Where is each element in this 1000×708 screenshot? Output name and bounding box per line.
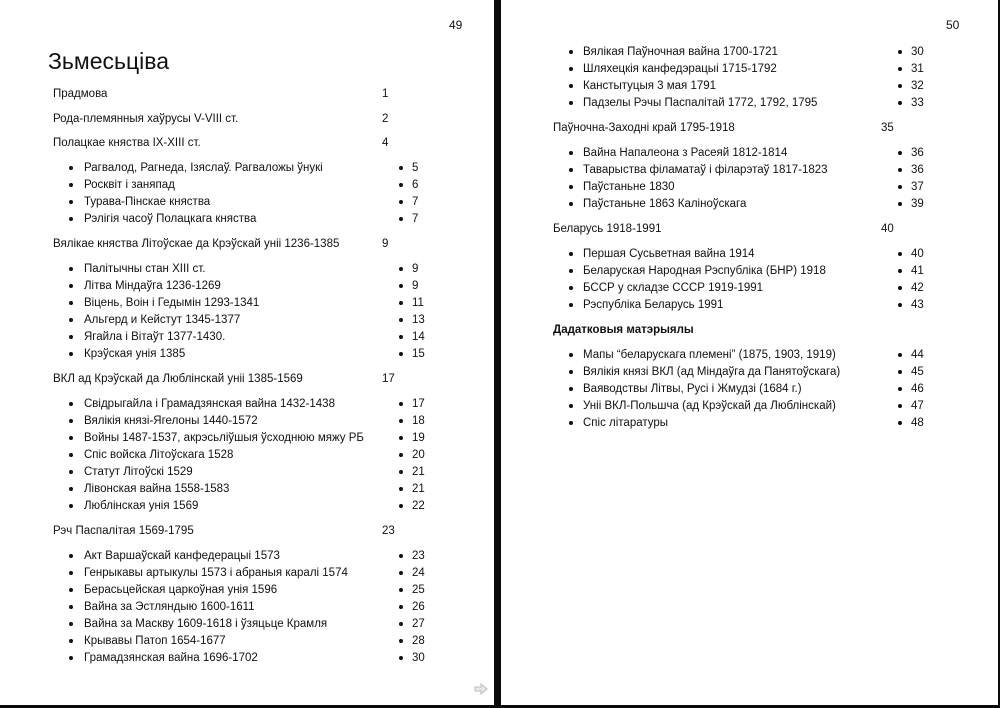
toc-page-number: 2 (382, 112, 389, 125)
toc-page-number: 9 (382, 238, 389, 250)
toc-section-label: ВКЛ ад Крэўскай да Люблінскай уніі 1385-1569 (53, 373, 303, 385)
toc-page-number: 14 (412, 331, 425, 343)
page-bullet-icon (399, 217, 403, 221)
toc-item-label: Свідрыгайла і Грамадзянская вайна 1432-1438 (84, 398, 335, 410)
page-number: 50 (946, 18, 960, 32)
toc-page-number: 30 (412, 652, 425, 664)
toc-item-label: Люблінская унія 1569 (84, 500, 199, 512)
toc-item-label: Вайна за Эстляндыю 1600-1611 (84, 601, 255, 613)
left-page (0, 0, 494, 705)
bullet-icon (69, 284, 73, 288)
bullet-icon (69, 554, 73, 558)
bullet-icon (569, 269, 573, 273)
toc-item-label: Віцень, Воін і Гедымін 1293-1341 (84, 297, 260, 309)
page-bullet-icon (399, 183, 403, 187)
bullet-icon (569, 168, 573, 172)
toc-page-number: 13 (412, 314, 425, 326)
page-bullet-icon (898, 252, 902, 256)
page-bullet-icon (898, 185, 902, 189)
toc-section-label: Беларусь 1918-1991 (553, 223, 662, 235)
toc-page-number: 25 (412, 584, 425, 596)
page-bullet-icon (399, 436, 403, 440)
toc-page-number: 9 (412, 280, 419, 292)
page-bullet-icon (898, 269, 902, 273)
toc-page-number: 39 (911, 198, 924, 210)
toc-section-label: Полацкае княства IX-XIII ст. (53, 137, 201, 149)
toc-page-number: 20 (412, 449, 425, 461)
page-bullet-icon (898, 168, 902, 172)
toc-item-label: Канстытуцыя 3 мая 1791 (583, 80, 717, 92)
toc-page-number: 43 (911, 299, 924, 311)
page-bullet-icon (898, 421, 902, 425)
bullet-icon (569, 353, 573, 357)
toc-page-number: 23 (382, 525, 395, 537)
page-bullet-icon (399, 453, 403, 457)
page-bullet-icon (399, 352, 403, 356)
toc-item-label: Літва Міндаўга 1236-1269 (84, 280, 221, 292)
page-bullet-icon (399, 504, 403, 508)
toc-page-number: 27 (412, 618, 425, 630)
toc-item-label: Спіс войска Літоўскага 1528 (84, 449, 234, 461)
bullet-icon (69, 402, 73, 406)
toc-page-number: 17 (412, 398, 425, 410)
toc-page-number: 7 (412, 196, 419, 208)
page-bullet-icon (399, 571, 403, 575)
toc-page-number: 44 (911, 349, 924, 361)
toc-page-number: 11 (412, 297, 424, 309)
page-bullet-icon (898, 84, 902, 88)
toc-page-number: 21 (412, 466, 425, 478)
toc-item-label: БССР у складзе СССР 1919-1991 (583, 282, 764, 294)
bullet-icon (69, 335, 73, 339)
toc-page-number: 40 (881, 223, 894, 235)
toc-item-label: Мапы “беларускага племені” (1875, 1903, 1919) (583, 349, 836, 361)
toc-item-label: Вялікая Паўночная вайна 1700-1721 (583, 46, 778, 58)
toc-item-label: Беларуская Народная Рэспубліка (БНР) 1918 (583, 265, 826, 277)
toc-page-number: 40 (911, 248, 924, 260)
toc-section-label: Вялікае княства Літоўскае да Крэўскай уніі 1236-1385 (53, 238, 340, 250)
page-bullet-icon (898, 404, 902, 408)
page-bullet-icon (399, 588, 403, 592)
page-bullet-icon (898, 151, 902, 155)
page-bullet-icon (399, 318, 403, 322)
bullet-icon (69, 318, 73, 322)
toc-page-number: 4 (382, 137, 389, 149)
toc-item-label: Вялікія князі-Ягелоны 1440-1572 (84, 415, 258, 427)
right-page (501, 0, 998, 705)
toc-page-number: 28 (412, 635, 425, 647)
bullet-icon (569, 185, 573, 189)
page-bullet-icon (399, 166, 403, 170)
bullet-icon (69, 453, 73, 457)
toc-item-label: Статут Літоўскі 1529 (84, 466, 193, 478)
toc-page-number: 33 (911, 97, 924, 109)
toc-item-label: Берасьцейская царкоўная унія 1596 (84, 584, 278, 596)
toc-item-label: Паўстаньне 1830 (583, 181, 675, 193)
bullet-icon (69, 436, 73, 440)
bullet-icon (569, 421, 573, 425)
page-bullet-icon (399, 200, 403, 204)
toc-page-number: 32 (911, 80, 924, 92)
bullet-icon (569, 387, 573, 391)
toc-page-number: 15 (412, 348, 425, 360)
toc-title: Зьмесьціва (48, 48, 169, 74)
bullet-icon (569, 84, 573, 88)
toc-page-number: 5 (412, 162, 419, 174)
bullet-icon (69, 183, 73, 187)
toc-item-label: Шляхецкія канфедэрацыі 1715-1792 (583, 63, 777, 75)
toc-page-number: 9 (412, 263, 419, 275)
bullet-icon (569, 67, 573, 71)
page-bullet-icon (399, 622, 403, 626)
page-bullet-icon (399, 554, 403, 558)
toc-section-label: Паўночна-Заходні край 1795-1918 (553, 122, 735, 134)
toc-page-number: 45 (911, 366, 924, 378)
page-bullet-icon (399, 402, 403, 406)
toc-page-number: 23 (412, 550, 425, 562)
toc-item-label: Грамадзянская вайна 1696-1702 (84, 652, 258, 664)
toc-item-label: Вайна за Маскву 1609-1618 і ўзяцьце Крамля (84, 618, 328, 630)
toc-page-number: 1 (382, 88, 389, 100)
toc-section-label: Рэч Паспалітая 1569-1795 (53, 525, 194, 537)
page-bullet-icon (898, 67, 902, 71)
toc-page-number: 42 (911, 282, 924, 294)
toc-item-label: Падзелы Рэчы Паспалітай 1772, 1792, 1795 (583, 97, 818, 109)
toc-item-label: Таварыства філаматаў і філарэтаў 1817-1823 (583, 164, 828, 176)
toc-item-label: Акт Варшаўскай канфедерацыі 1573 (84, 550, 280, 562)
toc-item-label: Альгерд и Кейстут 1345-1377 (84, 314, 241, 326)
bullet-icon (69, 571, 73, 575)
toc-item-label: Рэспубліка Беларусь 1991 (583, 299, 724, 311)
arrow-right-icon[interactable] (474, 683, 488, 695)
page-bullet-icon (399, 284, 403, 288)
toc-item-label: Уніі ВКЛ-Польшча (ад Крэўскай да Люблінскай) (583, 400, 836, 412)
toc-section-label: Прадмова (53, 88, 108, 100)
toc-section-label: Рода-племянныя хаўрусы V-VIII ст. (53, 112, 239, 125)
toc-item-label: Паўстаньне 1863 Каліноўскага (583, 198, 747, 210)
toc-item-label: Спіс літаратуры (583, 417, 669, 429)
bullet-icon (69, 487, 73, 491)
bullet-icon (569, 252, 573, 256)
toc-item-label: Войны 1487-1537, акрэсьліўшыя ўсходнюю мяжу РБ (84, 432, 364, 444)
toc-page-number: 41 (911, 265, 924, 277)
toc-item-label: Рэлігія часоў Полацкага княства (84, 213, 257, 225)
page-bullet-icon (898, 303, 902, 307)
bullet-icon (569, 370, 573, 374)
toc-item-label: Турава-Пінскае княства (84, 196, 211, 208)
bullet-icon (69, 166, 73, 170)
bullet-icon (69, 470, 73, 474)
toc-page-number: 46 (911, 383, 924, 395)
page-bullet-icon (399, 419, 403, 423)
toc-section-label: Дадатковыя матэрыялы (553, 324, 694, 336)
page-bullet-icon (898, 101, 902, 105)
toc-item-label: Ваяводствы Літвы, Русі і Жмудзі (1684 г.) (583, 383, 802, 395)
page-bullet-icon (898, 202, 902, 206)
page-bullet-icon (399, 639, 403, 643)
toc-item-label: Росквіт і заняпад (84, 179, 175, 191)
toc-item-label: Рагвалод, Рагнеда, Ізяслаў. Рагваложы ўнукі (84, 162, 323, 174)
bullet-icon (569, 101, 573, 105)
page-bullet-icon (898, 353, 902, 357)
bullet-icon (569, 404, 573, 408)
bullet-icon (69, 267, 73, 271)
bullet-icon (69, 504, 73, 508)
bullet-icon (69, 639, 73, 643)
toc-page-number: 19 (412, 432, 425, 444)
toc-item-label: Крывавы Патоп 1654-1677 (84, 635, 226, 647)
toc-page-number: 30 (911, 46, 924, 58)
bullet-icon (69, 419, 73, 423)
bullet-icon (69, 200, 73, 204)
page-number: 49 (449, 18, 463, 32)
toc-page-number: 18 (412, 415, 425, 427)
toc-page-number: 17 (382, 373, 395, 385)
toc-page-number: 31 (911, 63, 924, 75)
page-bullet-icon (898, 387, 902, 391)
page-bullet-icon (399, 487, 403, 491)
toc-page-number: 36 (911, 164, 924, 176)
toc-page-number: 26 (412, 601, 425, 613)
toc-page-number: 22 (412, 500, 425, 512)
toc-item-label: Вайна Напалеона з Расеяй 1812-1814 (583, 147, 788, 159)
page-bullet-icon (399, 301, 403, 305)
toc-page-number: 24 (412, 567, 425, 579)
bullet-icon (69, 588, 73, 592)
toc-item-label: Ягайла і Вітаўт 1377-1430. (84, 331, 226, 343)
page-bullet-icon (399, 267, 403, 271)
toc-page-number: 7 (412, 213, 419, 225)
bullet-icon (569, 151, 573, 155)
bullet-icon (69, 352, 73, 356)
page-bullet-icon (399, 335, 403, 339)
bullet-icon (569, 202, 573, 206)
page-bullet-icon (399, 605, 403, 609)
toc-item-label: Палітычны стан XIII ст. (84, 263, 206, 275)
bullet-icon (569, 303, 573, 307)
toc-page-number: 6 (412, 179, 419, 191)
toc-page-number: 48 (911, 417, 924, 429)
page-bullet-icon (898, 50, 902, 54)
toc-page-number: 35 (881, 122, 894, 134)
bullet-icon (69, 622, 73, 626)
page-bullet-icon (399, 656, 403, 660)
toc-page-number: 21 (412, 483, 425, 495)
bullet-icon (569, 50, 573, 54)
bullet-icon (69, 656, 73, 660)
toc-item-label: Лівонская вайна 1558-1583 (84, 483, 230, 495)
toc-item-label: Вялікія князі ВКЛ (ад Міндаўга да Панятоўскага) (583, 366, 841, 378)
toc-page-number: 37 (911, 181, 924, 193)
bullet-icon (69, 301, 73, 305)
bullet-icon (69, 605, 73, 609)
toc-item-label: Крэўская унія 1385 (84, 348, 186, 360)
bullet-icon (69, 217, 73, 221)
page-bullet-icon (399, 470, 403, 474)
page-bullet-icon (898, 286, 902, 290)
page-bullet-icon (898, 370, 902, 374)
toc-item-label: Генрыкавы артыкулы 1573 і абраныя каралі 1574 (84, 567, 348, 579)
toc-item-label: Першая Сусьветная вайна 1914 (583, 248, 755, 260)
bullet-icon (569, 286, 573, 290)
toc-page-number: 36 (911, 147, 924, 159)
toc-page-number: 47 (911, 400, 924, 412)
